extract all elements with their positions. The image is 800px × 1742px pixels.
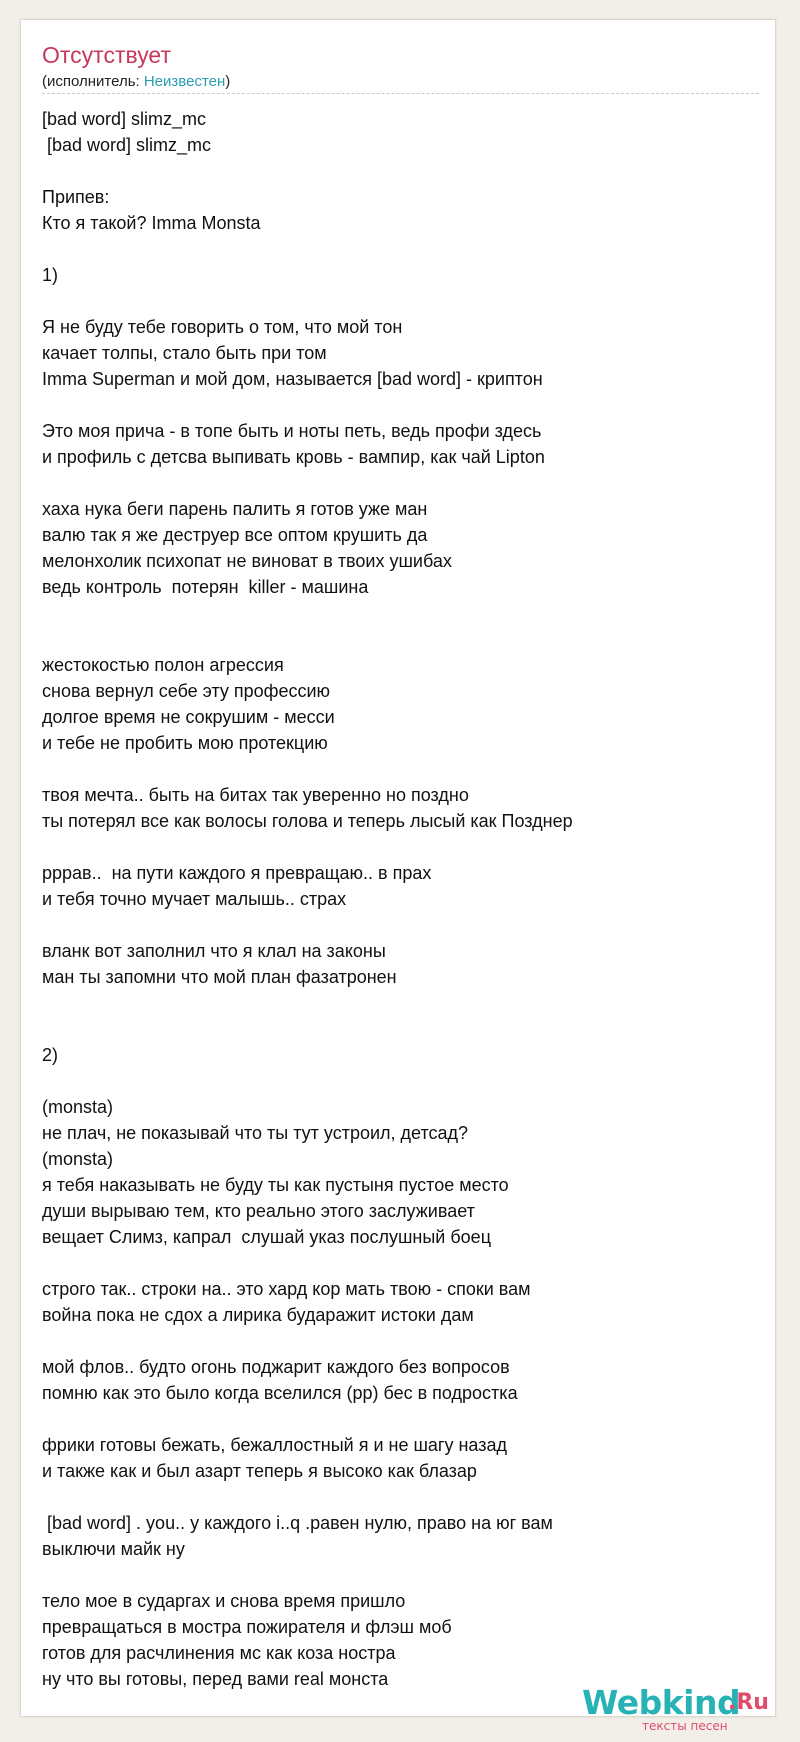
logo-tld: .Ru xyxy=(728,1690,769,1715)
site-logo[interactable] xyxy=(582,1683,769,1735)
meta-suffix: ) xyxy=(225,73,231,90)
song-meta xyxy=(42,73,230,90)
meta-prefix: (исполнитель: xyxy=(42,73,144,90)
lyrics-text: [bad word] slimz_mc [bad word] slimz_mc Припев: Кто я такой? Imma Monsta 1) Я не буду тебе говорить о том, что мой тон качает толпы, стало быть при том Imma Superman и мой дом, называется [bad word] - криптон Это моя прича - в топе быть и ноты петь, ведь профи здесь и профиль с детсва выпивать кровь - вампир, как чай Lipton хаха нука беги парень палить я готов уже ман валю так я же деструер все оптом крушить да мелонхолик психопат не виноват в твоих ушибах ведь контроль потерян killer - машина жестокостью полон агрессия снова вернул себе эту профессию долгое время не сокрушим - месси и тебе не пробить мою протекцию твоя мечта.. быть на битах так уверенно но поздно ты потерял все как волосы голова и теперь лысый как Позднер рррав.. на пути каждого я превращаю.. в прах и тебя точно мучает малышь.. страх вланк вот заполнил что я клал на законы ман ты запомни что мой план фазатронен 2) (monsta) не плач, не показывай что ты тут устроил, детсад? (monsta) я тебя наказывать не буду ты как пустыня пустое место души вырываю тем, кто реально этого заслуживает вещает Слимз, капрал слушай указ послушный боец строго так.. строки на.. это хард кор мать твою - споки вам война пока не сдох а лирика бударажит истоки дам мой флов.. будто огонь поджарит каждого без вопросов помню как это было когда вселился (рр) бес в подростка фрики готовы бежать, бежаллостный я и не шагу назад и также как и был азарт теперь я высоко как блазар [bad word] . you.. у каждого i..q .равен нулю, право на юг вам выключи майк ну тело мое в сударгах и снова время пришло превращаться в мостра пожирателя и флэш моб готов для расчлинения мс как коза ностра ну что вы готовы, перед вами real монста xyxy=(42,109,573,1689)
logo-tagline: тексты песен xyxy=(642,1719,728,1733)
header-divider xyxy=(42,93,759,94)
song-title: Отсутствует xyxy=(42,42,171,68)
logo-name: Webkind xyxy=(582,1683,741,1722)
artist-link[interactable]: Неизвестен xyxy=(143,73,226,90)
